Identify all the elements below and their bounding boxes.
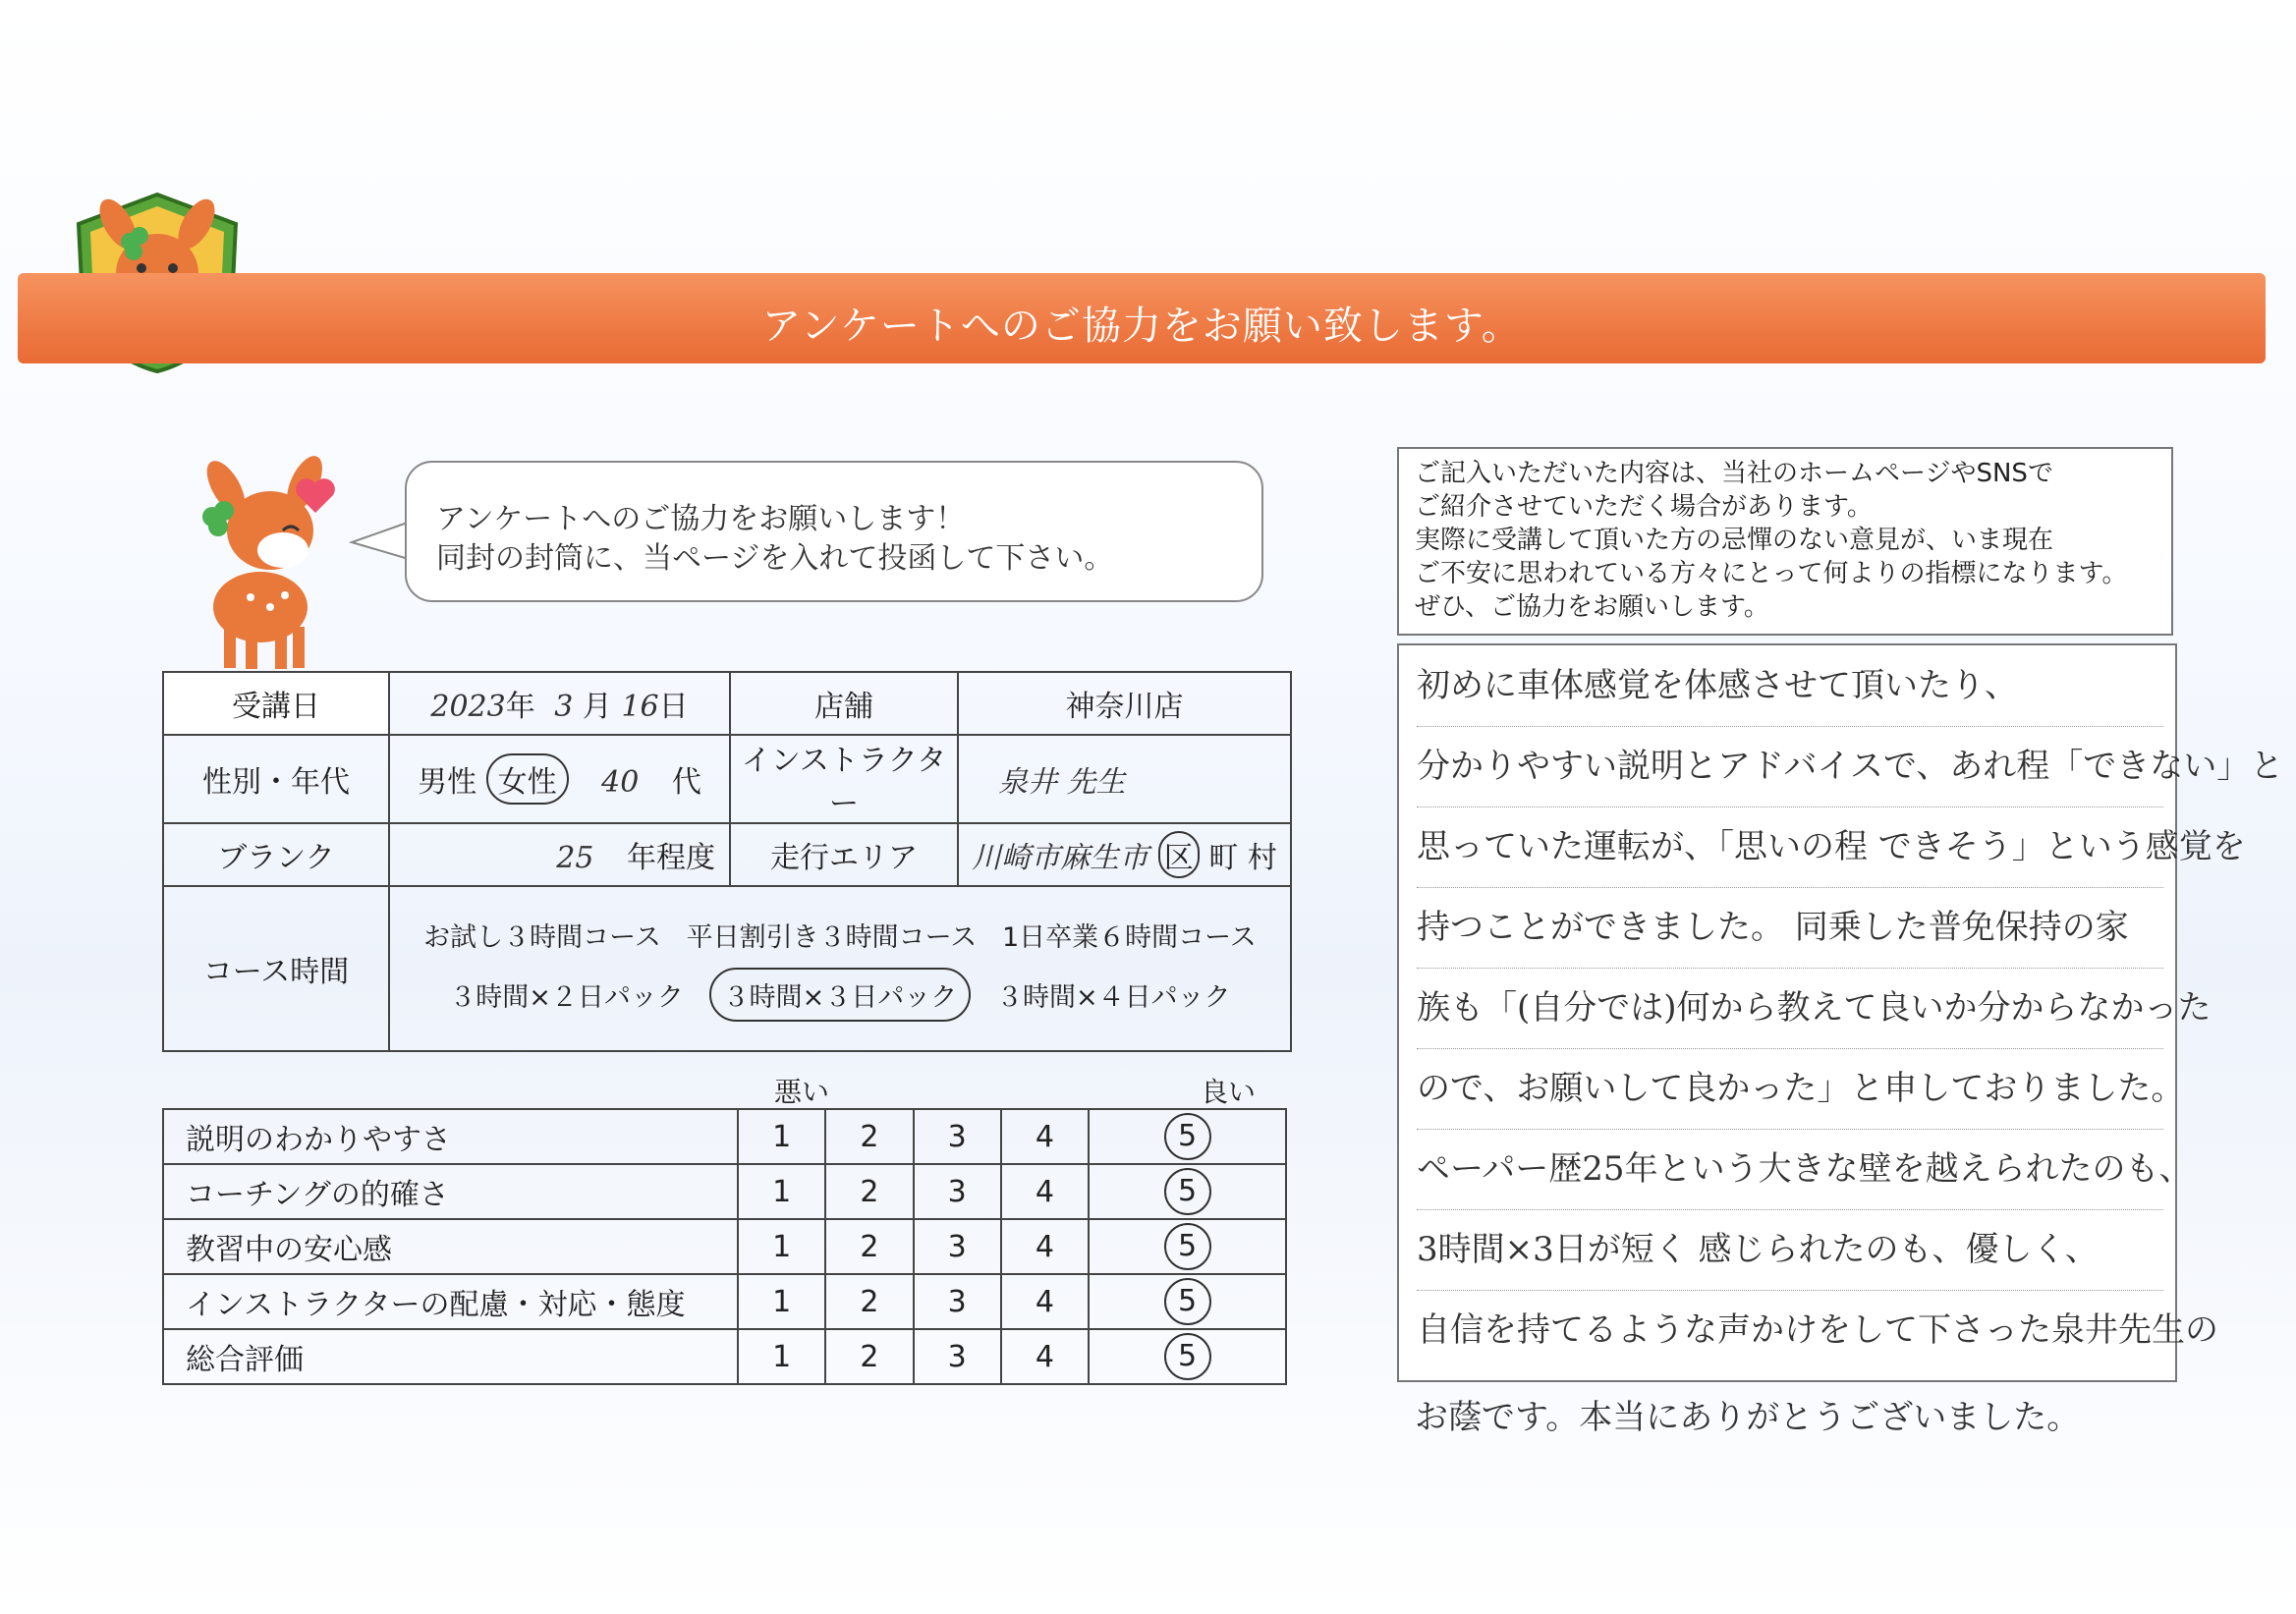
rating-5-circled: 5 [1164,1278,1211,1325]
rating-row [163,1219,1286,1274]
rating-2: 2 [825,1164,913,1219]
rating-1: 1 [738,1329,825,1384]
mura-option: 村 [1247,841,1277,875]
speech-bubble [405,461,1263,602]
rating-5-cell [1089,1274,1286,1329]
rating-question: コーチングの的確さ [163,1164,738,1219]
female-option-circled: 女性 [486,753,569,805]
rating-1: 1 [738,1274,825,1329]
age-unit: 代 [671,765,701,800]
blank-label: ブランク [163,823,389,886]
area-label: 走行エリア [730,823,958,886]
rating-5-circled: 5 [1164,1333,1211,1380]
rating-table [162,1108,1287,1385]
comment-line: 持つことができました。 同乗した普免保持の家 [1417,887,2163,969]
rating-4: 4 [1001,1274,1089,1329]
rating-5-circled: 5 [1164,1223,1211,1270]
comment-line: 分かりやすい説明とアドバイスで、あれ程「できない」と [1417,726,2163,807]
rating-2: 2 [825,1329,913,1384]
course-label: コース時間 [163,886,389,1051]
rating-row [163,1329,1286,1384]
rating-3: 3 [914,1274,1001,1329]
rating-1: 1 [738,1109,825,1164]
comment-line: 3時間×3日が短く 感じられたのも、優しく、 [1417,1209,2163,1291]
rating-4: 4 [1001,1164,1089,1219]
rating-5-circled: 5 [1164,1113,1211,1160]
header-banner [18,273,2266,363]
comment-line: ペーパー歴25年という大きな壁を越えられたのも、 [1417,1129,2163,1210]
comment-line: 族も「(自分では)何から教えて良いか分からなかった [1417,968,2163,1049]
rating-4: 4 [1001,1329,1089,1384]
rating-row [163,1109,1286,1164]
scale-bad-label: 悪い [774,1076,830,1108]
age-value: 40 [601,765,640,800]
notice-line: ぜひ、ご協力をお願いします。 [1415,592,1769,622]
blank-unit: 年程度 [627,841,715,875]
course-option-circled: ３時間×３日パック [709,968,972,1022]
scale-good-label: 良い [1201,1076,1257,1108]
area-value-cell [958,823,1291,886]
notice-box [1397,447,2173,636]
rating-3: 3 [914,1329,1001,1384]
heart-icon [295,477,336,515]
blank-value: 25 [556,841,594,875]
info-table [162,671,1292,1052]
blank-value-cell [389,823,730,886]
rating-1: 1 [738,1164,825,1219]
rating-row [163,1164,1286,1219]
rating-question: 総合評価 [163,1329,738,1384]
notice-line: ご紹介させていただく場合があります。 [1415,492,1873,522]
male-option: 男性 [418,765,477,800]
rating-3: 3 [914,1164,1001,1219]
gender-age-value [389,735,730,823]
store-value: 神奈川店 [958,672,1291,735]
date-value [389,672,730,735]
rating-question: 説明のわかりやすさ [163,1109,738,1164]
course-option: 1日卒業６時間コース [1001,922,1257,953]
rating-4: 4 [1001,1109,1089,1164]
year-unit: 年 [505,690,535,724]
month-unit: 月 [582,690,612,724]
area-value: 川崎市麻生市 [972,841,1149,875]
machi-option: 町 [1208,841,1239,875]
rating-2: 2 [825,1109,913,1164]
notice-line: ご記入いただいた内容は、当社のホームページやSNSで [1415,459,2053,488]
rating-3: 3 [914,1219,1001,1274]
page-title: アンケートへのご協力をお願い致します。 [761,304,1522,349]
comment-line: 初めに車体感覚を体感させて頂いたり、 [1417,645,2163,727]
comment-line: ので、お願いして良かった」と申しておりました。 [1417,1048,2163,1130]
rating-5-cell [1089,1109,1286,1164]
course-option: ３時間×２日パック [449,982,684,1013]
course-options [389,886,1291,1051]
comment-box [1397,643,2284,1382]
rating-question: インストラクターの配慮・対応・態度 [163,1274,738,1329]
date-month: 3 [554,690,574,724]
comment-line: 思っていた運転が、「思いの程 できそう」という感覚を [1417,807,2163,888]
comment-line: 自信を持てるような声かけをして下さった泉井先生の [1417,1310,2218,1350]
rating-5-cell [1089,1219,1286,1274]
course-option: お試し３時間コース [423,922,661,953]
store-label: 店舗 [730,672,958,735]
rating-5-cell [1089,1329,1286,1384]
rating-question: 教習中の安心感 [163,1219,738,1274]
notice-line: 実際に受講して頂いた方の忌憚のない意見が、いま現在 [1415,526,2054,555]
date-label: 受講日 [163,672,389,735]
rating-5-circled: 5 [1164,1168,1211,1215]
rating-2: 2 [825,1219,913,1274]
day-unit: 日 [658,690,689,724]
bubble-line-2: 同封の封筒に、当ページを入れて投函して下さい。 [436,541,1114,576]
rating-1: 1 [738,1219,825,1274]
bubble-line-1: アンケートへのご協力をお願いします！ [436,502,966,536]
rating-row [163,1274,1286,1329]
date-day: 16 [621,690,659,724]
gender-label: 性別・年代 [163,735,389,823]
rating-3: 3 [914,1109,1001,1164]
rating-2: 2 [825,1274,913,1329]
rating-5-cell [1089,1164,1286,1219]
comment-line: お蔭です。本当にありがとうございました。 [1415,1398,2081,1437]
course-option: 平日割引き３時間コース [686,922,978,953]
ku-option-circled: 区 [1158,831,1200,878]
rating-4: 4 [1001,1219,1089,1274]
course-option: ３時間×４日パック [996,982,1231,1013]
instructor-label: インストラクター [730,735,958,823]
instructor-value: 泉井 先生 [958,735,1291,823]
date-year: 2023 [430,690,506,724]
notice-line: ご不安に思われている方々にとって何よりの指標になります。 [1415,559,2128,588]
